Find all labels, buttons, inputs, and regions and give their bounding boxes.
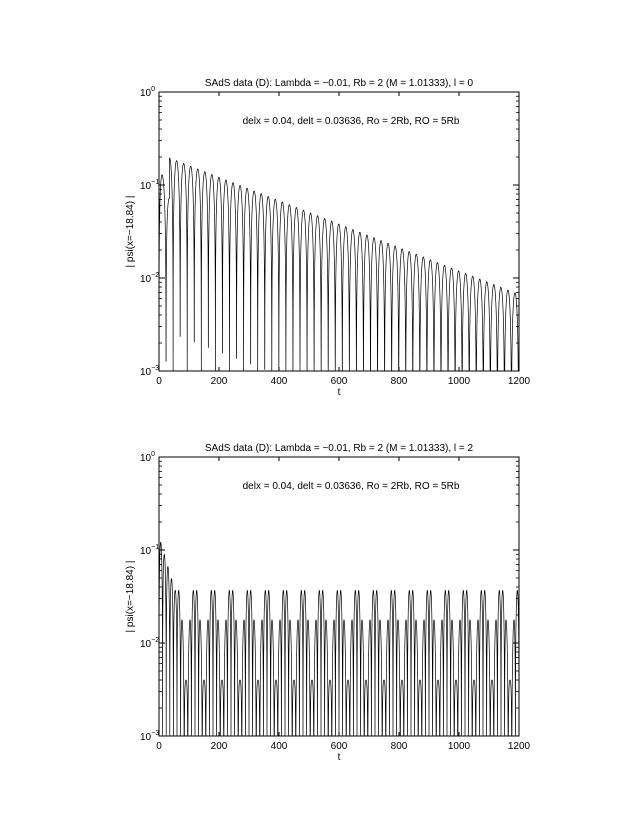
y-axis-label: | psi(x=−18.84) | [125,560,136,633]
y-tick-label [140,451,155,464]
x-tick-label: 800 [390,376,408,387]
y-tick-label [140,637,159,650]
y-tick-exponent: −3 [151,365,160,372]
x-tick-label: 0 [156,741,162,752]
series-line-0 [159,158,519,371]
chart-panel-0 [125,78,531,398]
y-tick-exponent: −2 [151,637,160,644]
x-tick-label: 400 [270,376,288,387]
x-tick-label: 200 [210,741,228,752]
plot-frame [159,92,519,371]
y-axis-label: | psi(x=−18.84) | [125,195,136,268]
y-tick-label [140,179,159,192]
y-tick-base: 10 [140,367,152,378]
x-tick-label: 400 [270,741,288,752]
chart-panel-1 [125,443,531,763]
x-tick-label: 600 [330,376,348,387]
x-tick-label: 600 [330,741,348,752]
y-tick-base: 10 [140,274,152,285]
x-tick-label: 1000 [447,741,471,752]
x-tick-label: 1200 [507,741,531,752]
x-tick-label: 200 [210,376,228,387]
y-tick-label [140,86,155,99]
y-tick-exponent: −3 [151,730,160,737]
series-line-1 [159,542,519,736]
x-tick-label: 800 [390,741,408,752]
chart-title: SAdS data (D): Lambda = −0.01, Rb = 2 (M = 1.01333), l = 0 [204,78,474,89]
chart-annotation: delx = 0.04, delt = 0.03636, Ro = 2Rb, RO = 5Rb [242,116,460,127]
chart-title: SAdS data (D): Lambda = −0.01, Rb = 2 (M = 1.01333), l = 2 [204,443,474,454]
y-tick-base: 10 [140,546,152,557]
y-tick-exponent: −1 [151,544,160,551]
x-tick-label: 1000 [447,376,471,387]
y-tick-base: 10 [140,88,152,99]
y-tick-exponent: 0 [151,86,156,93]
chart-annotation: delx = 0.04, delt = 0.03636, Ro = 2Rb, RO = 5Rb [242,481,460,492]
y-tick-label [140,544,159,557]
y-tick-label [140,272,159,285]
x-axis-label: t [337,387,341,398]
x-axis-label: t [337,752,341,763]
x-tick-label: 1200 [507,376,531,387]
y-tick-exponent: 0 [151,451,156,458]
y-tick-exponent: −2 [151,272,160,279]
y-tick-exponent: −1 [151,179,160,186]
y-tick-base: 10 [140,639,152,650]
x-tick-label: 0 [156,376,162,387]
y-tick-base: 10 [140,453,152,464]
y-tick-base: 10 [140,181,152,192]
y-tick-base: 10 [140,732,152,743]
